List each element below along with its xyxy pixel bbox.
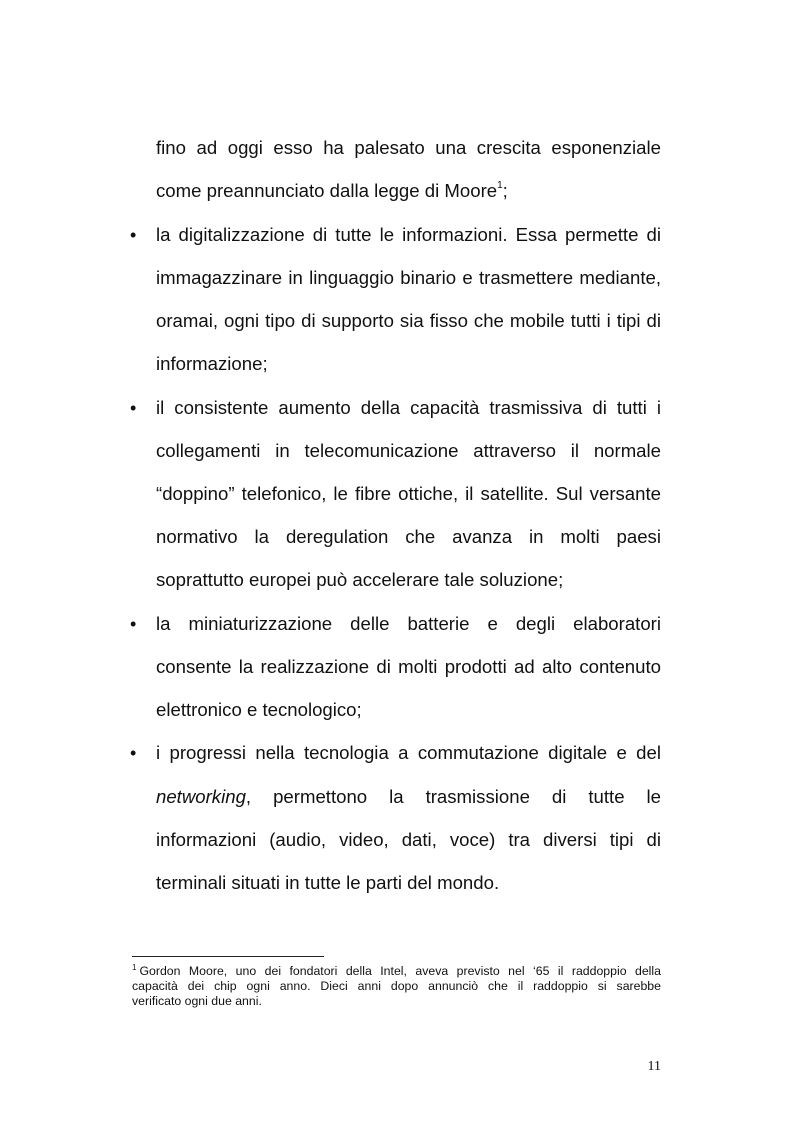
bullet-line: la miniaturizzazione delle batterie e degli elaboratori: [156, 613, 661, 634]
footnote-text: Gordon Moore, uno dei fondatori della Intel, aveva previsto nel ‘65 il raddoppio della: [139, 964, 661, 978]
footnote-separator: [132, 956, 324, 957]
bullet-marker: •: [130, 743, 137, 763]
bullet-line: [156, 784, 661, 810]
bullet-line: soprattutto europei può accelerare tale soluzione;: [156, 569, 564, 590]
line-punctuation: ;: [502, 180, 508, 201]
italic-suffix: ,: [245, 786, 252, 807]
footnote-line: capacità dei chip ogni anno. Dieci anni dopo annunciò che il raddoppio si sarebbe: [132, 979, 661, 993]
bullet-marker: •: [130, 614, 137, 634]
page-number: 11: [647, 1059, 661, 1074]
line-text: permettono la trasmissione di tutte le: [273, 786, 661, 807]
paragraph-line: fino ad oggi esso ha palesato una crescita esponenziale: [156, 137, 661, 158]
footnote-line: verificato ogni due anni.: [132, 994, 262, 1008]
footnote-reference[interactable]: 1: [497, 179, 503, 191]
bullet-line: collegamenti in telecomunicazione attraverso il normale: [156, 440, 661, 461]
bullet-line: il consistente aumento della capacità trasmissiva di tutti i: [156, 397, 661, 418]
bullet-marker: •: [130, 225, 137, 245]
bullet-line: i progressi nella tecnologia a commutazione digitale e del: [156, 742, 661, 763]
bullet-line: informazioni (audio, video, dati, voce) tra diversi tipi di: [156, 829, 661, 850]
bullet-line: la digitalizzazione di tutte le informazioni. Essa permette di: [156, 224, 661, 245]
bullet-line: elettronico e tecnologico;: [156, 699, 362, 720]
bullet-line: informazione;: [156, 353, 268, 374]
bullet-line: immagazzinare in linguaggio binario e trasmettere mediante,: [156, 267, 661, 288]
italic-term: networking: [156, 786, 246, 807]
footnote-marker: 1: [132, 963, 137, 972]
line-text: come preannunciato dalla legge di Moore: [156, 180, 498, 201]
bullet-line: consente la realizzazione di molti prodotti ad alto contenuto: [156, 656, 661, 677]
bullet-line: oramai, ogni tipo di supporto sia fisso che mobile tutti i tipi di: [156, 310, 661, 331]
paragraph-line: [156, 178, 661, 204]
bullet-line: normativo la deregulation che avanza in molti paesi: [156, 526, 661, 547]
bullet-marker: •: [130, 398, 137, 418]
footnote-line: [132, 964, 661, 980]
bullet-line: “doppino” telefonico, le fibre ottiche, il satellite. Sul versante: [156, 483, 661, 504]
bullet-line: terminali situati in tutte le parti del mondo.: [156, 872, 500, 893]
